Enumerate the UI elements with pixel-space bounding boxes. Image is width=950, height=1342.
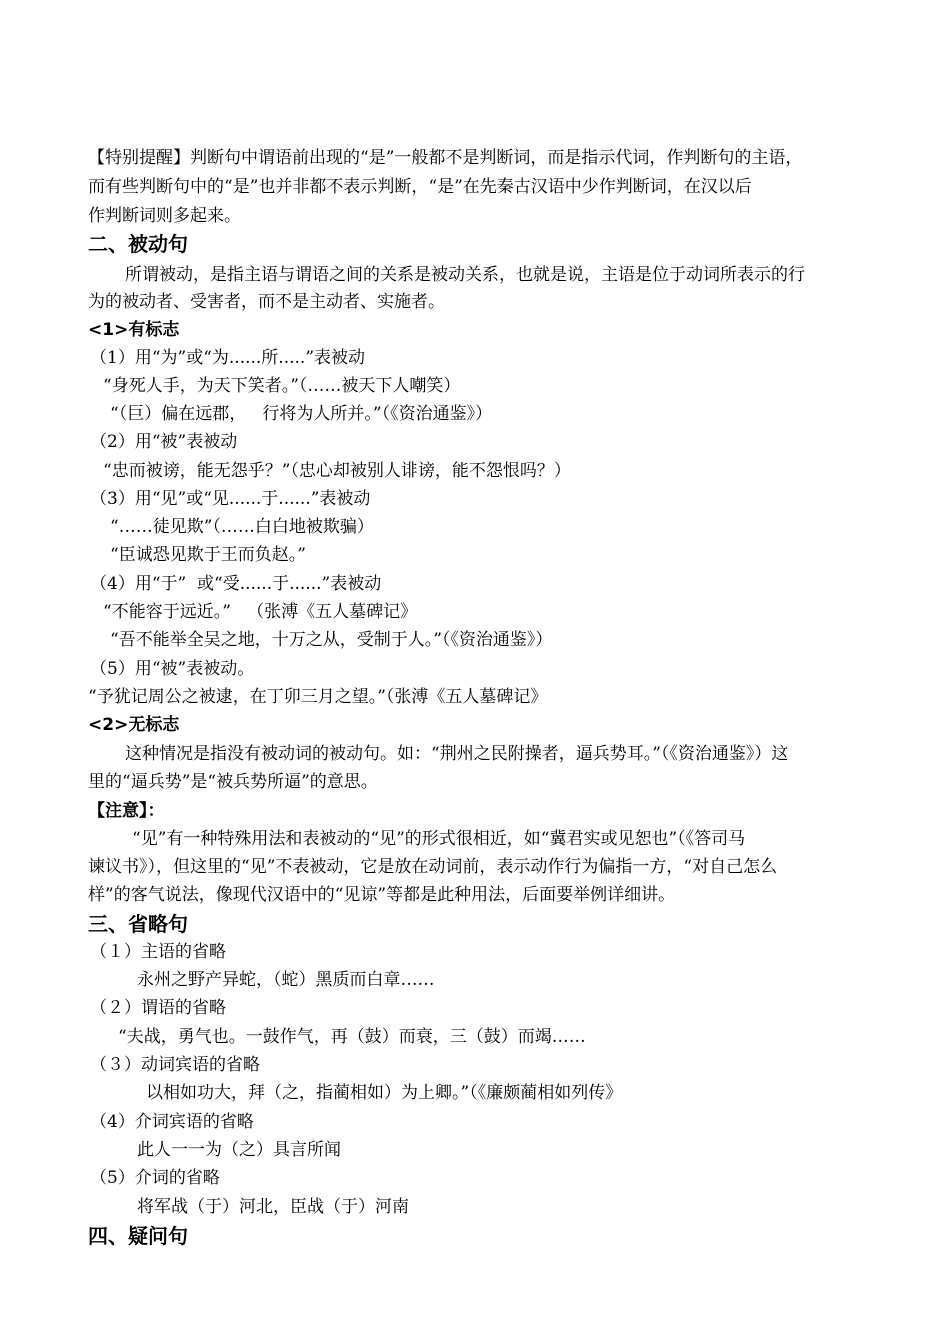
tip-line-1: 【特别提醒】判断句中谓语前出现的“是”一般都不是判断词，而是指示代词，作判断句的主语， — [88, 148, 803, 168]
marked-item-3-example-1: “……徒见欺”（……白白地被欺骗） — [110, 517, 374, 537]
marked-item-3-example-2: “臣诚恐见欺于王而负赵。” — [110, 545, 306, 565]
note-line-3: 样”的客气说法，像现代汉语中的“见谅”等都是此种用法，后面要举例详细讲。 — [88, 885, 676, 905]
passive-intro-line-2: 为的被动者、受害者，而不是主动者、实施者。 — [88, 292, 445, 312]
marked-item-1: （1）用“为”或“为......所.....”表被动 — [90, 348, 366, 368]
tip-line-2: 而有些判断句中的“是”也并非都不表示判断，“是”在先秦古汉语中少作判断词，在汉以后 — [88, 177, 752, 197]
marked-item-4-example-2: “吾不能举全吴之地，十万之从，受制于人。”（《资治通鉴》） — [110, 630, 553, 650]
note-title: 【注意】： — [88, 801, 165, 821]
marked-item-3: （3）用“见”或“见......于......”表被动 — [90, 489, 371, 509]
unmarked-line-2: 里的“逼兵势”是“被兵势所逼”的意思。 — [88, 772, 378, 792]
marked-item-5: （5）用“被”表被动。 — [90, 659, 255, 679]
marked-item-2-example-1: “忠而被谤，能无怨乎？”（忠心却被别人诽谤，能不怨恨吗？） — [103, 461, 571, 481]
note-line-2: 谏议书》），但这里的“见”不表被动，它是放在动词前，表示动作行为偏指一方，“对自己怎么 — [88, 857, 778, 877]
passive-intro-line-1: 所谓被动，是指主语与谓语之间的关系是被动关系，也就是说，主语是位于动词所表示的行 — [125, 265, 805, 285]
note-line-1: “见”有一种特殊用法和表被动的“见”的形式很相近，如“冀君实或见恕也”（《答司马 — [132, 829, 746, 849]
marked-item-1-example-2: “（巨）偏在远郡， 行将为人所并。”（《资治通鉴》） — [110, 404, 493, 424]
ellipsis-item-1: （１）主语的省略 — [90, 942, 226, 962]
ellipsis-item-4-example: 此人一一为（之）具言所闻 — [137, 1140, 341, 1160]
ellipsis-item-5: （5）介词的省略 — [90, 1168, 220, 1188]
subsection-title-unmarked: <2>无标志 — [88, 715, 180, 735]
ellipsis-item-2-example: “夫战，勇气也。一鼓作气，再（鼓）而衰，三（鼓）而竭…… — [118, 1027, 586, 1047]
tip-line-3: 作判断词则多起来。 — [88, 206, 241, 226]
marked-item-2: （2）用“被”表被动 — [90, 432, 238, 452]
section-title-question: 四、疑问句 — [88, 1224, 188, 1248]
ellipsis-item-3-example: 以相如功大，拜（之，指蔺相如）为上卿。”（《廉颇蔺相如列传》 — [146, 1083, 623, 1103]
subsection-title-marked: <1>有标志 — [88, 320, 180, 340]
section-title-passive: 二、被动句 — [88, 232, 188, 256]
ellipsis-item-1-example: 永州之野产异蛇，（蛇）黑质而白章…… — [137, 970, 435, 990]
section-title-ellipsis: 三、省略句 — [88, 912, 188, 936]
marked-item-5-example-1: “予犹记周公之被逮，在丁卯三月之望。”（张溥《五人墓碑记》 — [88, 687, 548, 707]
marked-item-1-example-1: “身死人手，为天下笑者。”（……被天下人嘲笑） — [103, 376, 461, 396]
ellipsis-item-4: （4）介词宾语的省略 — [90, 1112, 254, 1132]
ellipsis-item-3: （３）动词宾语的省略 — [90, 1055, 260, 1075]
unmarked-line-1: 这种情况是指没有被动词的被动句。如：“荆州之民附操者，逼兵势耳。”（《资治通鉴》）这 — [125, 744, 789, 764]
marked-item-4-example-1: “不能容于远近。” （张溥《五人墓碑记》 — [103, 602, 418, 622]
ellipsis-item-2: （２）谓语的省略 — [90, 998, 226, 1018]
ellipsis-item-5-example: 将军战（于）河北，臣战（于）河南 — [137, 1197, 409, 1217]
marked-item-4: （4）用“于” 或“受......于......”表被动 — [90, 574, 382, 594]
